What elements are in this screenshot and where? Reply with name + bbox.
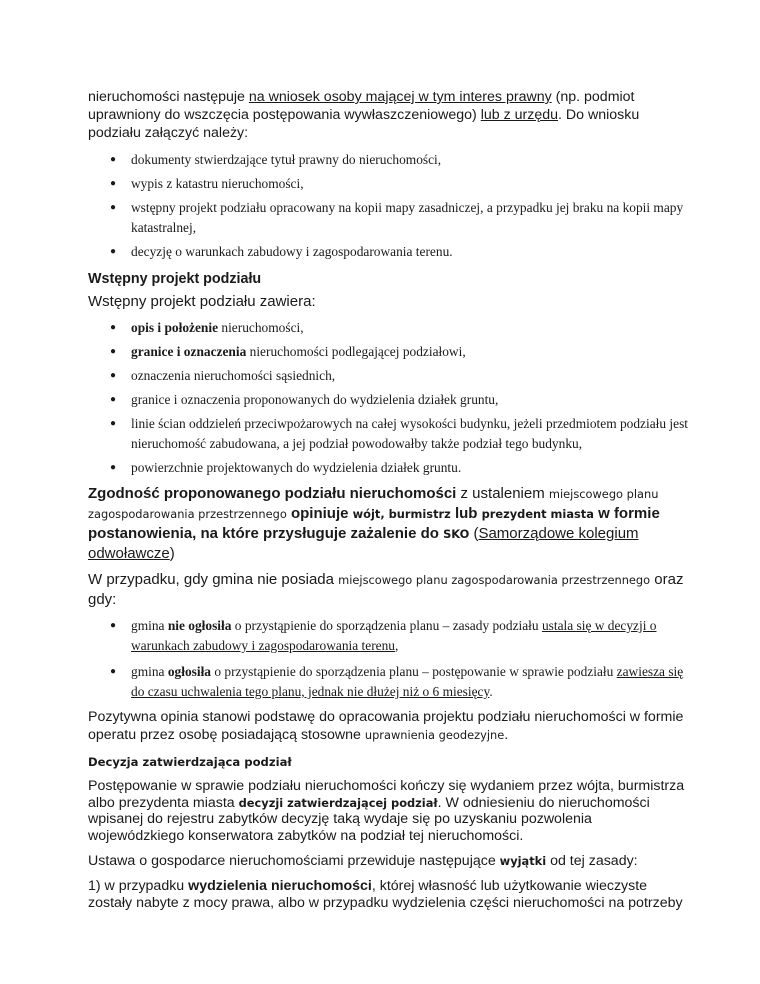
paragraph-wniosek [88, 88, 688, 142]
bold-text: nie ogłosiła [167, 618, 232, 633]
bold-text: lub [450, 505, 482, 522]
bold-text: opis i położenie [131, 320, 219, 335]
attachments-list [88, 150, 688, 262]
text: Ustawa o gospodarce nieruchomościami przewiduje następujące [88, 853, 500, 869]
text: uprawnienia geodezyjne [364, 728, 505, 742]
bold-text: decyzji zatwierdzającej podział [238, 795, 438, 810]
text: miejscowego planu zagospodarowania przestrzennego [338, 573, 651, 587]
underlined-text: ustala się w decyzji o warunkach zabudowy i zagospodarowania terenu [131, 618, 657, 653]
paragraph-opinia [88, 708, 688, 744]
text: nieruchomości podlegającej podziałowi, [246, 344, 466, 359]
paragraph-ustawa [88, 852, 688, 870]
underlined-text: lub z urzędu [480, 107, 559, 123]
text: nieruchomości następuje [88, 89, 249, 105]
list-item: ● granice i oznaczenia proponowanych do wydzielenia działek gruntu, [88, 390, 688, 410]
text: ) [169, 545, 175, 562]
bold-text: wyjątki [499, 854, 547, 868]
text: (np. podmiot uprawniony do wszczęcia postępowania wywłaszczeniowego) [88, 89, 635, 123]
text: . [504, 727, 509, 743]
project-contents-list [88, 318, 688, 478]
text: Postępowanie w sprawie podziału nieruchomości kończy się wydaniem przez wójta, burmistrza albo prezydenta miasta [88, 778, 685, 811]
text: . [489, 684, 493, 699]
underlined-text: Samorządowe kolegium odwoławcze [88, 525, 639, 562]
list-item [88, 342, 688, 362]
text: 1) w przypadku [88, 878, 189, 894]
list-item [88, 616, 688, 656]
list-item: ● wypis z katastru nieruchomości, [88, 174, 688, 194]
paragraph-postepowanie [88, 778, 688, 844]
text: miejscowego planu zagospodarowania przestrzennego [88, 487, 659, 521]
section-heading-wstepny: Wstępny projekt podziału [88, 271, 262, 287]
text: , której własność lub użytkowanie wieczyste zostały nabyte z mocy prawa, albo w przypadku wydzielenia części nieruchomości na potrzeby [88, 878, 683, 911]
paragraph-wyjatek-1 [88, 878, 688, 911]
list-item [88, 318, 688, 338]
document-page [88, 88, 688, 911]
list-item: ● decyzję o warunkach zabudowy i zagospodarowania terenu. [88, 242, 688, 262]
list-item: ● linie ścian oddzieleń przeciwpożarowych na całej wysokości budynku, jeżeli przedmiotem podziału jest nieruchomość zabudowana, a jej podział powodowałby także podział tego budynku, [88, 414, 688, 454]
bold-text: granice i oznaczenia [131, 344, 247, 359]
text: gmina [131, 664, 168, 679]
bold-text: opiniuje [286, 505, 353, 522]
list-item: ● powierzchnie projektowanych do wydzielenia działek gruntu. [88, 458, 688, 478]
gmina-cases-list [88, 616, 688, 702]
bold-text: prezydent miasta [481, 507, 594, 521]
list-item [88, 662, 688, 702]
section-heading-decyzja: Decyzja zatwierdzająca podział [88, 755, 292, 769]
text: , [395, 638, 399, 653]
list-item: ● oznaczenia nieruchomości sąsiednich, [88, 366, 688, 386]
paragraph-zgodnosc [88, 484, 688, 564]
bold-text: w formie postanowienia, na które przysługuje zażalenie do [88, 505, 660, 542]
text: z ustaleniem [456, 485, 549, 502]
underlined-text: zawiesza się do czasu uchwalenia tego planu, jednak nie dłużej niż o 6 miesięcy [131, 664, 684, 699]
bold-text: wydzielenia nieruchomości [188, 878, 372, 894]
text: . W odniesieniu do nieruchomości wpisanej do rejestru zabytków decyzję taką wydaje się po uzyskaniu pozwolenia wojewódzkiego konserwatora zabytków na podział tej nieruchomości. [88, 794, 650, 844]
bold-text: SKO [443, 527, 470, 541]
text: nieruchomości, [218, 320, 304, 335]
text: W przypadku, gdy gmina nie posiada [88, 571, 339, 588]
text: planu [409, 618, 440, 633]
underlined-text: na wniosek osoby mającej w tym interes prawny [248, 89, 552, 105]
paragraph-wstepny: Wstępny projekt podziału zawiera: [88, 293, 316, 310]
text: . Do wniosku podziału załączyć należy: [88, 107, 640, 141]
bold-text: wójt, burmistrz [352, 507, 451, 521]
text: o przystąpienie do sporządzenia planu – postępowanie w sprawie podziału [210, 664, 617, 679]
text: gmina [131, 618, 168, 633]
text: od tej zasady: [546, 853, 638, 869]
bold-text: ogłosiła [167, 664, 211, 679]
paragraph-gmina [88, 570, 688, 610]
text: Pozytywna opinia stanowi podstawę do opracowania projektu podziału nieruchomości w formie operatu przez osobę posiadającą stosowne [88, 709, 684, 743]
text: oraz gdy: [88, 571, 684, 608]
list-item: ● wstępny projekt podziału opracowany na kopii mapy zasadniczej, a przypadku jej braku na kopii mapy katastralnej, [88, 198, 688, 238]
text: – zasady podziału [439, 618, 542, 633]
text: o przystąpienie do sporządzenia [231, 618, 410, 633]
bold-text: Zgodność proponowanego podziału nieruchomości [88, 485, 457, 502]
list-item: ● dokumenty stwierdzające tytuł prawny do nieruchomości, [88, 150, 688, 170]
text: ( [469, 525, 479, 542]
